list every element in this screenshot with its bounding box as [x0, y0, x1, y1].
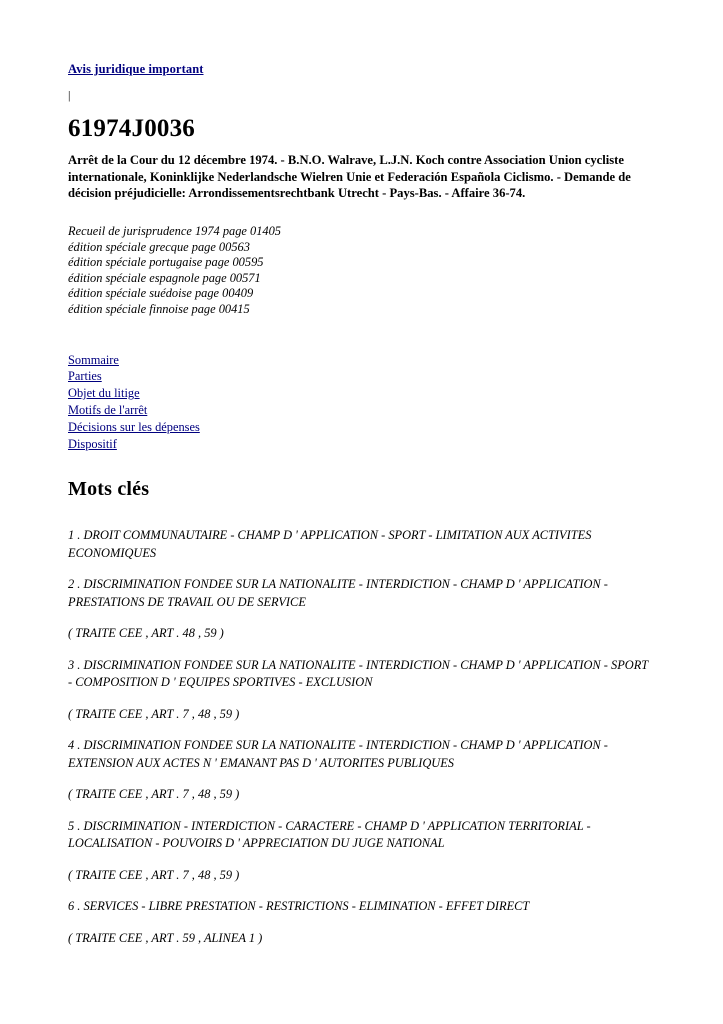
keyword-reference: ( TRAITE CEE , ART . 59 , ALINEA 1 ): [68, 930, 263, 945]
case-title: Arrêt de la Cour du 12 décembre 1974. - B.N.O. Walrave, L.J.N. Koch contre Association Union cycliste internationale, Koninklijke Nederlandsche Wielren Unie et Federación Española Ciclismo. - Demande de décision préjudicielle: Arrondissementsrechtbank Utrecht - Pays-Bas. - Affaire 36-74.: [68, 153, 631, 201]
toc-link-decisions-sur-les-depenses[interactable]: Décisions sur les dépenses: [68, 419, 200, 434]
reference-line: édition spéciale espagnole page 00571: [68, 270, 261, 285]
keyword-entry: 2 . DISCRIMINATION FONDEE SUR LA NATIONALITE - INTERDICTION - CHAMP D ' APPLICATION - PRESTATIONS DE TRAVAIL OU DE SERVICE: [68, 577, 608, 609]
keyword-reference: ( TRAITE CEE , ART . 7 , 48 , 59 ): [68, 867, 240, 882]
table-of-contents: [68, 352, 655, 453]
publication-references: [68, 224, 655, 318]
keywords-list: [68, 527, 655, 947]
keyword-reference: ( TRAITE CEE , ART . 7 , 48 , 59 ): [68, 787, 240, 802]
caret-marker: |: [68, 88, 71, 102]
keyword-entry: 1 . DROIT COMMUNAUTAIRE - CHAMP D ' APPLICATION - SPORT - LIMITATION AUX ACTIVITES ECONOMIQUES: [68, 528, 592, 560]
keyword-entry: 6 . SERVICES - LIBRE PRESTATION - RESTRICTIONS - ELIMINATION - EFFET DIRECT: [68, 899, 530, 914]
toc-link-motifs-de-larret[interactable]: Motifs de l'arrêt: [68, 402, 148, 417]
toc-link-parties[interactable]: Parties: [68, 369, 102, 384]
toc-link-dispositif[interactable]: Dispositif: [68, 436, 117, 451]
reference-line: édition spéciale suédoise page 00409: [68, 286, 254, 301]
legal-notice-link[interactable]: Avis juridique important: [68, 62, 204, 76]
keyword-entry: 3 . DISCRIMINATION FONDEE SUR LA NATIONALITE - INTERDICTION - CHAMP D ' APPLICATION - SPORT - COMPOSITION D ' EQUIPES SPORTIVES - EXCLUSION: [68, 657, 648, 690]
keyword-reference: ( TRAITE CEE , ART . 7 , 48 , 59 ): [68, 706, 240, 721]
reference-line: édition spéciale portugaise page 00595: [68, 255, 264, 270]
document-number: 61974J0036: [68, 115, 195, 142]
keyword-entry: 5 . DISCRIMINATION - INTERDICTION - CARACTERE - CHAMP D ' APPLICATION TERRITORIAL - LOCALISATION - POUVOIRS D ' APPRECIATION DU JUGE NATIONAL: [68, 818, 591, 851]
reference-line: Recueil de jurisprudence 1974 page 01405: [68, 224, 282, 239]
toc-link-objet-du-litige[interactable]: Objet du litige: [68, 386, 140, 401]
reference-line: édition spéciale grecque page 00563: [68, 239, 250, 254]
keyword-reference: ( TRAITE CEE , ART . 48 , 59 ): [68, 626, 224, 641]
toc-link-sommaire[interactable]: Sommaire: [68, 352, 119, 367]
section-title-mots-cles: Mots clés: [68, 478, 150, 501]
reference-line: édition spéciale finnoise page 00415: [68, 302, 250, 316]
keyword-entry: 4 . DISCRIMINATION FONDEE SUR LA NATIONALITE - INTERDICTION - CHAMP D ' APPLICATION - EXTENSION AUX ACTES N ' EMANANT PAS D ' AUTORITES PUBLIQUES: [68, 738, 608, 770]
